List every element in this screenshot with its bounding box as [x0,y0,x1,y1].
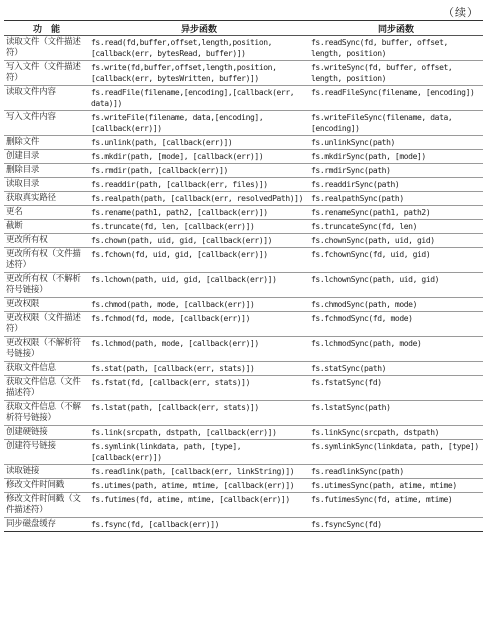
sync-cell: fs.fstatSync(fd) [309,376,483,401]
async-cell: fs.symlink(linkdata, path, [type], [callback(err)]) [89,440,309,465]
table-body [4,36,483,532]
table-row [4,220,483,234]
sync-cell: fs.lchownSync(path, uid, gid) [309,273,483,298]
function-cell: 更改权限（不解析符号链接） [4,337,89,362]
sync-cell: fs.rmdirSync(path) [309,164,483,178]
table-row [4,136,483,150]
async-cell: fs.fstat(fd, [callback(err, stats)]) [89,376,309,401]
function-cell: 删除目录 [4,164,89,178]
async-cell: fs.fsync(fd, [callback(err)]) [89,518,309,532]
async-cell: fs.utimes(path, atime, mtime, [callback(err)]) [89,479,309,493]
table-row [4,440,483,465]
function-cell: 更改所有权（不解析符号链接） [4,273,89,298]
async-cell: fs.lstat(path, [callback(err, stats)]) [89,401,309,426]
function-cell: 读取文件（文件描述符） [4,36,89,61]
async-cell: fs.futimes(fd, atime, mtime, [callback(err)]) [89,493,309,518]
table-row [4,298,483,312]
sync-cell: fs.chmodSync(path, mode) [309,298,483,312]
header-async: 异步函数 [89,21,309,36]
table-row [4,164,483,178]
table-row [4,273,483,298]
function-cell: 读取链接 [4,465,89,479]
sync-cell: fs.readFileSync(filename, [encoding]) [309,86,483,111]
table-row [4,192,483,206]
sync-cell: fs.renameSync(path1, path2) [309,206,483,220]
table-row [4,479,483,493]
async-cell: fs.rmdir(path, [callback(err)]) [89,164,309,178]
header-function: 功 能 [4,21,89,36]
async-cell: fs.write(fd,buffer,offset,length,position,[callback(err, bytesWritten, buffer)]) [89,61,309,86]
function-cell: 获取文件信息 [4,362,89,376]
async-cell: fs.readFile(filename,[encoding],[callback(err, data)]) [89,86,309,111]
table-row [4,234,483,248]
function-cell: 获取真实路径 [4,192,89,206]
sync-cell: fs.linkSync(srcpath, dstpath) [309,426,483,440]
sync-cell: fs.writeFileSync(filename, data, [encoding]) [309,111,483,136]
function-cell: 同步磁盘缓存 [4,518,89,532]
async-cell: fs.rename(path1, path2, [callback(err)]) [89,206,309,220]
table-row [4,111,483,136]
async-cell: fs.fchmod(fd, mode, [callback(err)]) [89,312,309,337]
table-row [4,493,483,518]
table-row [4,206,483,220]
continued-label: （续） [443,6,479,19]
async-cell: fs.lchmod(path, mode, [callback(err)]) [89,337,309,362]
async-cell: fs.unlink(path, [callback(err)]) [89,136,309,150]
async-cell: fs.lchown(path, uid, gid, [callback(err)]) [89,273,309,298]
async-cell: fs.truncate(fd, len, [callback(err)]) [89,220,309,234]
table-row [4,178,483,192]
sync-cell: fs.statSync(path) [309,362,483,376]
sync-cell: fs.readlinkSync(path) [309,465,483,479]
table-row [4,337,483,362]
function-cell: 创建目录 [4,150,89,164]
sync-cell: fs.fchmodSync(fd, mode) [309,312,483,337]
async-cell: fs.realpath(path, [callback(err, resolvedPath)]) [89,192,309,206]
sync-cell: fs.writeSync(fd, buffer, offset, length, position) [309,61,483,86]
table-row [4,465,483,479]
table-row [4,248,483,273]
table-row [4,426,483,440]
function-cell: 更名 [4,206,89,220]
async-cell: fs.writeFile(filename, data,[encoding],[callback(err)]) [89,111,309,136]
sync-cell: fs.utimesSync(path, atime, mtime) [309,479,483,493]
table-header-row [4,21,483,36]
table-row [4,312,483,337]
table-row [4,376,483,401]
function-cell: 更改所有权（文件描述符） [4,248,89,273]
async-cell: fs.chown(path, uid, gid, [callback(err)]) [89,234,309,248]
sync-cell: fs.mkdirSync(path, [mode]) [309,150,483,164]
sync-cell: fs.readSync(fd, buffer, offset, length, position) [309,36,483,61]
async-cell: fs.read(fd,buffer,offset,length,position,[callback(err, bytesRead, buffer)]) [89,36,309,61]
function-cell: 更改权限（文件描述符） [4,312,89,337]
function-cell: 更改权限 [4,298,89,312]
sync-cell: fs.readdirSync(path) [309,178,483,192]
async-cell: fs.mkdir(path, [mode], [callback(err)]) [89,150,309,164]
function-cell: 截断 [4,220,89,234]
sync-cell: fs.chownSync(path, uid, gid) [309,234,483,248]
async-cell: fs.readdir(path, [callback(err, files)]) [89,178,309,192]
table-row [4,518,483,532]
sync-cell: fs.fchownSync(fd, uid, gid) [309,248,483,273]
sync-cell: fs.symlinkSync(linkdata, path, [type]) [309,440,483,465]
header-sync: 同步函数 [309,21,483,36]
table-row [4,86,483,111]
async-cell: fs.stat(path, [callback(err, stats)]) [89,362,309,376]
async-cell: fs.fchown(fd, uid, gid, [callback(err)]) [89,248,309,273]
fs-functions-table [4,20,483,532]
async-cell: fs.chmod(path, mode, [callback(err)]) [89,298,309,312]
table-row [4,61,483,86]
sync-cell: fs.lstatSync(path) [309,401,483,426]
function-cell: 创建符号链接 [4,440,89,465]
function-cell: 删除文件 [4,136,89,150]
sync-cell: fs.unlinkSync(path) [309,136,483,150]
async-cell: fs.readlink(path, [callback(err, linkString)]) [89,465,309,479]
table-row [4,362,483,376]
sync-cell: fs.lchmodSync(path, mode) [309,337,483,362]
sync-cell: fs.fsyncSync(fd) [309,518,483,532]
table-row [4,36,483,61]
function-cell: 读取文件内容 [4,86,89,111]
function-cell: 修改文件时间戳 [4,479,89,493]
function-cell: 获取文件信息（不解析符号链接） [4,401,89,426]
table-row [4,401,483,426]
function-cell: 写入文件内容 [4,111,89,136]
function-cell: 读取目录 [4,178,89,192]
async-cell: fs.link(srcpath, dstpath, [callback(err)]) [89,426,309,440]
function-cell: 获取文件信息（文件描述符） [4,376,89,401]
sync-cell: fs.realpathSync(path) [309,192,483,206]
function-cell: 修改文件时间戳（文件描述符） [4,493,89,518]
function-cell: 写入文件（文件描述符） [4,61,89,86]
function-cell: 更改所有权 [4,234,89,248]
function-cell: 创建硬链接 [4,426,89,440]
table-row [4,150,483,164]
sync-cell: fs.truncateSync(fd, len) [309,220,483,234]
sync-cell: fs.futimesSync(fd, atime, mtime) [309,493,483,518]
